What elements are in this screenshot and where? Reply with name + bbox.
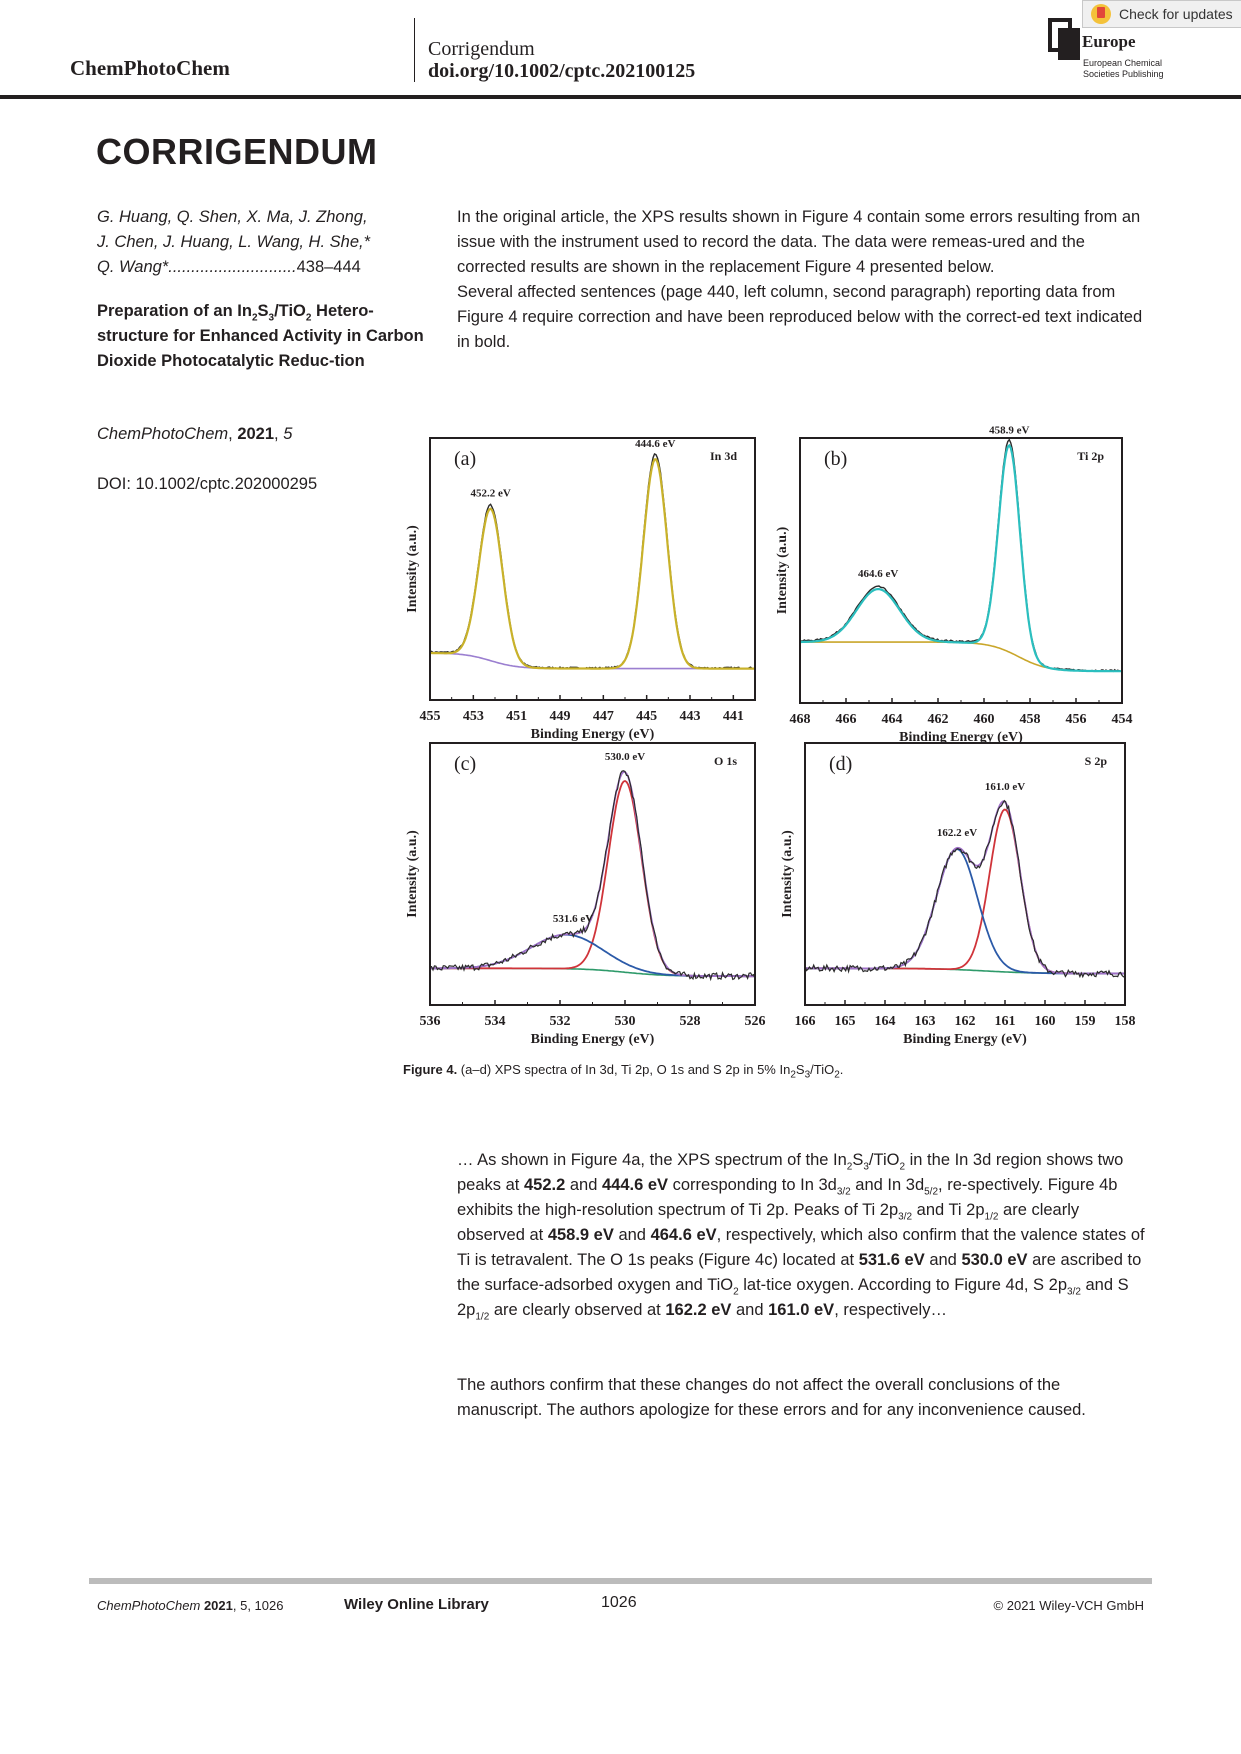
x-tick-label: 462 <box>927 712 949 727</box>
journal-name: ChemPhotoChem <box>70 56 230 80</box>
title-sub: 3 <box>268 312 275 324</box>
text: S <box>852 1151 864 1169</box>
journal-reference: ChemPhotoChem, 2021, 5 <box>97 425 293 443</box>
footer-journal: ChemPhotoChem <box>97 1598 201 1613</box>
sub: 2 <box>846 1161 853 1173</box>
peak-annotation: 530.0 eV <box>604 750 646 763</box>
x-tick-label: 162 <box>954 1014 976 1029</box>
publisher-logo-name: Europe <box>1082 32 1136 51</box>
journal-ref-volume: 5 <box>283 425 293 443</box>
x-tick-label: 466 <box>835 712 857 727</box>
text: lat-tice oxygen. According to Figure 4d, S 2p <box>738 1276 1068 1294</box>
text: and <box>565 1176 602 1194</box>
xps-spectra-figure <box>395 425 1155 1055</box>
bold-value: 458.9 eV <box>547 1226 614 1244</box>
chemistry-europe-logo-icon-fill <box>1058 28 1080 60</box>
text: , re-spectively. Figure 4b exhibits the high-resolution spectrum of Ti 2p. Peaks of Ti 2p <box>457 1176 1118 1219</box>
x-tick-label: 534 <box>484 1014 506 1029</box>
x-tick-label: 166 <box>794 1014 816 1029</box>
x-tick-label: 451 <box>506 709 528 724</box>
check-for-updates-button[interactable] <box>1082 0 1241 28</box>
publisher-subtitle-line1: European Chemical <box>1083 58 1163 68</box>
closing-paragraph: The authors confirm that these changes do not affect the overall conclusions of the manuscript. The authors apologize for these errors and for any inconvenience caused. <box>457 1376 1086 1419</box>
peak-annotation: 452.2 eV <box>470 487 511 500</box>
page-title: CORRIGENDUM <box>96 131 378 172</box>
figure-caption <box>403 1062 844 1081</box>
y-axis-label: Intensity (a.u.) <box>405 830 420 918</box>
x-tick-label: 158 <box>1114 1014 1136 1029</box>
wiley-online-library-link[interactable]: Wiley Online Library <box>344 1596 489 1613</box>
panel-title: S 2p <box>1084 754 1107 768</box>
text: and <box>924 1251 962 1269</box>
panel-label: (a) <box>454 448 477 470</box>
peak-annotation: 444.6 eV <box>635 437 676 450</box>
publisher-logo-subtitle <box>1083 58 1164 80</box>
dot-leader: ............................ <box>168 258 297 276</box>
caption-label: Figure 4. <box>403 1062 458 1077</box>
text: … As shown in Figure 4a, the XPS spectrum of the In <box>457 1151 847 1169</box>
bold-value: 530.0 eV <box>961 1251 1028 1269</box>
x-tick-label: 460 <box>973 712 995 727</box>
envelope-curve <box>430 772 755 976</box>
caption-text: /TiO <box>810 1062 835 1077</box>
panel-label: (b) <box>824 448 848 470</box>
footer-year: 2021 <box>203 1598 233 1613</box>
crossmark-icon <box>1091 4 1111 24</box>
xps-panel-a <box>405 438 755 742</box>
figure-4 <box>395 425 1155 1055</box>
publisher-subtitle-line2: Societies Publishing <box>1083 69 1164 79</box>
caption-text: . <box>839 1062 844 1077</box>
y-axis-label: Intensity (a.u.) <box>775 526 790 615</box>
x-tick-label: 161 <box>994 1014 1016 1029</box>
sub: 1/2 <box>475 1311 490 1323</box>
component-peak-curve <box>805 849 1125 973</box>
title-sub: 2 <box>251 312 258 324</box>
y-axis-label: Intensity (a.u.) <box>405 525 420 613</box>
x-tick-label: 456 <box>1065 712 1087 727</box>
x-axis-label: Binding Energy (eV) <box>899 730 1023 745</box>
title-text: /TiO <box>274 302 306 320</box>
text: are ascribed to the surface-adsorbed oxygen and TiO <box>457 1251 1142 1294</box>
intro-paragraph-1: In the original article, the XPS results shown in Figure 4 contain some errors resulting from an issue with the instrument used to record the data. The data were remeas-ured and the corrected results are shown in the replacement Figure 4 presented below. <box>457 208 1141 276</box>
xps-panel-d <box>780 743 1136 1047</box>
text: /TiO <box>868 1151 900 1169</box>
check-for-updates-label: Check for updates <box>1119 6 1233 22</box>
page-range: 438–444 <box>296 258 361 276</box>
sub: 3/2 <box>1067 1286 1081 1298</box>
text: are clearly observed at <box>457 1201 1080 1244</box>
header-divider <box>414 18 415 82</box>
article-type: Corrigendum <box>428 38 535 60</box>
text: and <box>731 1301 769 1319</box>
sub: 2 <box>899 1161 906 1173</box>
text: , respectively, which also confirm that the valence states of Ti is tetravalent. The O 1s peaks (Figure 4c) located at <box>457 1226 1145 1269</box>
journal-ref-name: ChemPhotoChem <box>97 425 229 443</box>
sub: 3/2 <box>836 1186 851 1198</box>
text: and In 3d <box>850 1176 925 1194</box>
xps-panel-b <box>775 425 1133 745</box>
title-text: S <box>257 302 269 320</box>
x-tick-label: 464 <box>881 712 903 727</box>
authors-line-3 <box>97 255 427 280</box>
authors-last: Q. Wang* <box>97 258 169 276</box>
x-tick-label: 455 <box>419 709 441 724</box>
x-tick-label: 453 <box>462 709 484 724</box>
corrected-paragraph <box>457 1148 1147 1323</box>
text: and S 2p <box>457 1276 1129 1319</box>
peak-annotation: 531.6 eV <box>552 912 594 925</box>
original-doi-link[interactable]: DOI: 10.1002/cptc.202000295 <box>97 475 318 493</box>
caption-sub: 3 <box>804 1069 811 1081</box>
text: corresponding to In 3d <box>668 1176 837 1194</box>
caption-text: (a–d) XPS spectra of In 3d, Ti 2p, O 1s and S 2p in 5% In <box>457 1062 791 1077</box>
background-curve <box>430 653 755 669</box>
sub: 2 <box>733 1286 739 1298</box>
peak-annotation: 464.6 eV <box>858 568 899 581</box>
sub: 1/2 <box>984 1211 999 1223</box>
journal-ref-year: 2021 <box>237 425 275 443</box>
panel-label: (d) <box>829 753 853 775</box>
peak-annotation: 162.2 eV <box>936 826 978 839</box>
text: and Ti 2p <box>912 1201 985 1219</box>
plot-frame <box>800 438 1122 703</box>
x-tick-label: 536 <box>419 1014 441 1029</box>
background-curve <box>800 642 1122 671</box>
header-rule <box>0 95 1241 99</box>
text: , respectively… <box>834 1301 947 1319</box>
x-tick-label: 443 <box>679 709 701 724</box>
bold-value: 531.6 eV <box>858 1251 925 1269</box>
x-tick-label: 532 <box>549 1014 571 1029</box>
panel-title: Ti 2p <box>1077 449 1104 463</box>
panel-title: In 3d <box>709 449 737 463</box>
text: are clearly observed at <box>489 1301 666 1319</box>
title-text: Hetero-structure for Enhanced Activity in Carbon Dioxide Photocatalytic Reduc-tion <box>97 302 424 370</box>
raw-data-curve <box>800 440 1122 672</box>
title-sub: 2 <box>305 312 312 324</box>
xps-panel-c <box>405 743 766 1047</box>
x-axis-label: Binding Energy (eV) <box>903 1032 1027 1047</box>
raw-data-curve <box>430 771 755 980</box>
text: and <box>613 1226 651 1244</box>
panel-label: (c) <box>454 753 477 775</box>
x-tick-label: 454 <box>1111 712 1133 727</box>
bold-value: 444.6 eV <box>601 1176 669 1194</box>
x-tick-label: 163 <box>914 1014 936 1029</box>
x-tick-label: 449 <box>549 709 571 724</box>
footer-rule <box>89 1578 1152 1584</box>
authors-line-2: J. Chen, J. Huang, L. Wang, H. She,* <box>97 233 371 251</box>
component-peak-curve <box>430 781 755 976</box>
y-axis-label: Intensity (a.u.) <box>780 830 795 918</box>
x-tick-label: 160 <box>1034 1014 1056 1029</box>
copyright: © 2021 Wiley-VCH GmbH <box>993 1598 1144 1613</box>
bold-value: 161.0 eV <box>768 1301 835 1319</box>
sub: 5/2 <box>924 1186 939 1198</box>
authors-line-1: G. Huang, Q. Shen, X. Ma, J. Zhong, <box>97 208 368 226</box>
article-title <box>97 299 427 374</box>
caption-text: S <box>795 1062 805 1077</box>
sub: 3/2 <box>898 1211 913 1223</box>
footer-vol-page: , 5, 1026 <box>232 1598 284 1613</box>
sub: 3 <box>863 1161 869 1173</box>
header-doi-link[interactable]: doi.org/10.1002/cptc.202100125 <box>428 60 696 82</box>
caption-sub: 2 <box>790 1069 796 1081</box>
x-axis-label: Binding Energy (eV) <box>530 1032 655 1047</box>
title-text: Preparation of an In <box>97 302 252 320</box>
x-tick-label: 159 <box>1074 1014 1096 1029</box>
bold-value: 464.6 eV <box>650 1226 717 1244</box>
x-tick-label: 530 <box>614 1014 636 1029</box>
intro-paragraph-2: Several affected sentences (page 440, left column, second paragraph) reporting data from Figure 4 require correction and have been reproduced below with the correct-ed text indicated in bold. <box>457 283 1143 351</box>
peak-annotation: 161.0 eV <box>984 780 1026 793</box>
text: in the In 3d region shows two peaks at <box>457 1151 1124 1194</box>
x-tick-label: 458 <box>1019 712 1041 727</box>
caption-sub: 2 <box>834 1069 840 1081</box>
x-tick-label: 441 <box>722 709 744 724</box>
x-tick-label: 447 <box>592 709 614 724</box>
x-tick-label: 445 <box>636 709 658 724</box>
bold-value: 162.2 eV <box>665 1301 732 1319</box>
fit-curve <box>800 445 1122 671</box>
x-tick-label: 468 <box>789 712 811 727</box>
footer-citation <box>97 1598 283 1613</box>
author-list <box>97 205 427 280</box>
x-tick-label: 165 <box>834 1014 856 1029</box>
intro-paragraph <box>457 205 1147 355</box>
x-tick-label: 526 <box>744 1014 766 1029</box>
x-tick-label: 528 <box>679 1014 701 1029</box>
page-number: 1026 <box>601 1594 637 1611</box>
peak-annotation: 458.9 eV <box>989 425 1030 437</box>
bold-value: 452.2 <box>523 1176 566 1194</box>
x-tick-label: 164 <box>874 1014 896 1029</box>
x-axis-label: Binding Energy (eV) <box>530 727 655 742</box>
panel-title: O 1s <box>713 754 737 768</box>
